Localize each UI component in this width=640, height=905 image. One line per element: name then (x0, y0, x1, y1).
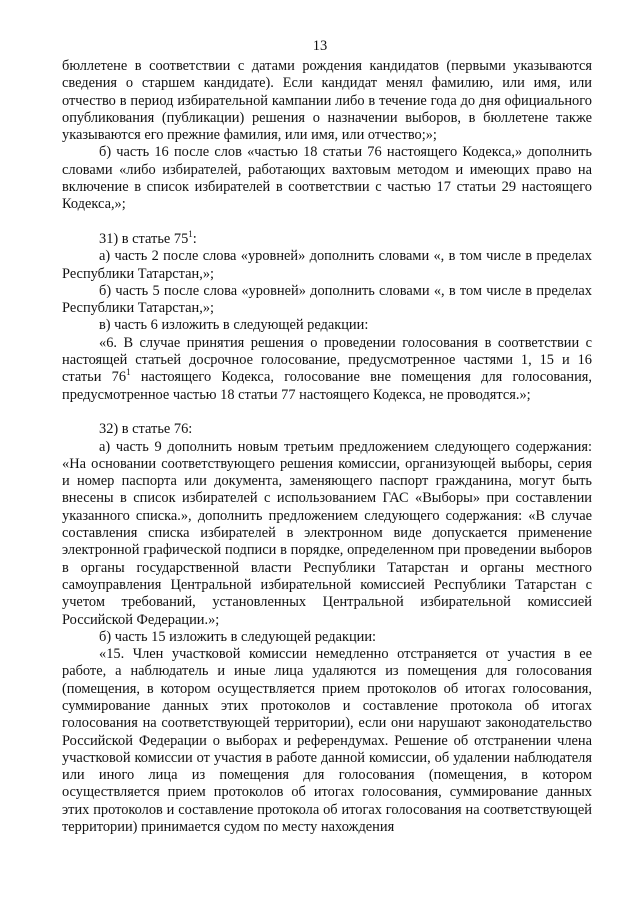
paragraph-item32: 32) в статье 76: (99, 421, 193, 438)
paragraph-part15-text: «15. Член участковой комиссии немедленно отстраняется от участия в ее работе, а наблюдатель и иные лица удаляются из помещения для голосования (помещения, в котором осуществляется прием протоколов об итогах голосования, суммирование данных этих протоколов и составление протокола об итогах голосования на соответствующей территории), если они нарушают законодательство Российской Федерации о выборах и референдумах. Решение об отстранении члена участковой комиссии от участия в работе данной комиссии, об удалении наблюдателя или иного лица из помещения для голосования (помещения, в котором осуществляется прием протоколов об итогах голосования, суммирование данных этих протоколов и составление протокола об итогах голосования на соответствующей территории) принимается судом по месту нахождения (62, 646, 592, 836)
paragraph-item32-a: а) часть 9 дополнить новым третьим предложением следующего содержания: «На основании соответствующего решения комиссии, организующей выборы, серия и номер паспорта или документа, заменяющего паспорт гражданина, могут быть внесены в список избирателей с использованием ГАС «Выборы» при составлении указанного списка.», дополнить предложением следующего содержания: «В случае составления списка избирателей в электронном виде допускается применение электронной графической подписи в порядке, определенном при проведении выборов в органы государственной власти Республики Татарстан и органы местного самоуправления Центральной избирательной комиссией Республики Татарстан с учетом требований, установленных Центральной избирательной комиссией Российской Федерации.»; (62, 438, 592, 628)
paragraph-part16: б) часть 16 после слов «частью 18 статьи 76 настоящего Кодекса,» дополнить словами «либо избирателей, работающих вахтовым методом и имеющих право на включение в список избирателей в соответствии с частью 17 статьи 29 настоящего Кодекса,»; (62, 144, 592, 213)
paragraph-part6-text: «6. В случае принятия решения о проведении голосования в соответствии с настоящей статьей досрочное голосование, предусмотренное частями 1, 15 и 16 статьи $76^1$ настоящего Кодекса, голосование вне помещения для голосования, предусмотренное частью 18 статьи 77 настоящего Кодекса, не проводятся.»; (62, 334, 592, 403)
paragraph-item31-a: а) часть 2 после слова «уровней» дополнить словами «, в том числе в пределах Республики Татарстан,»; (62, 248, 592, 282)
paragraph-item31-b: б) часть 5 после слова «уровней» дополнить словами «, в том числе в пределах Республики Татарстан,»; (62, 282, 592, 317)
page-number: 13 (312, 38, 328, 54)
document-body (62, 58, 592, 836)
paragraph-ballot-order: бюллетене в соответствии с датами рождения кандидатов (первыми указываются сведения о старшем кандидате). Если кандидат менял фамилию, или имя, или отчество в период избирательной кампании либо в течение года до дня официального опубликования (публикации) решения о назначении выборов, в бюллетене также указываются его прежние фамилия, или имя, или отчество;»; (62, 58, 592, 144)
paragraph-item31: 31) в статье $75^1$: (99, 229, 197, 247)
paragraph-item32-b: б) часть 15 изложить в следующей редакции: (99, 628, 377, 645)
paragraph-item31-v: в) часть 6 изложить в следующей редакции: (99, 317, 369, 334)
